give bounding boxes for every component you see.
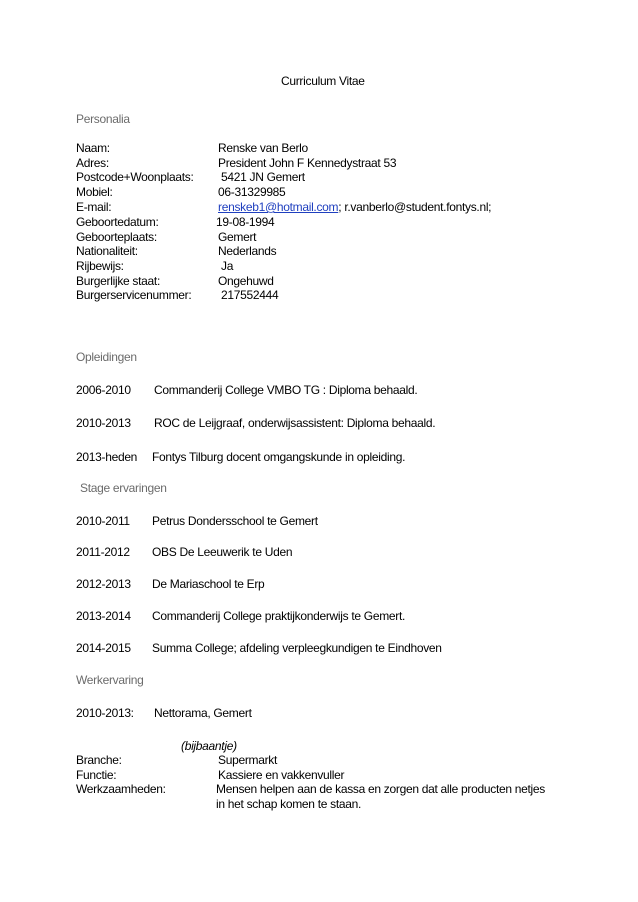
stage-period: 2014-2015 [76,641,131,655]
stage-description: Summa College; afdeling verpleegkundigen te Eindhoven [152,641,442,655]
value-postcode-woonplaats: 5421 JN Gemert [221,170,305,184]
werk-note: (bijbaantje) [181,739,237,753]
opleiding-description: Commanderij College VMBO TG : Diploma behaald. [154,383,418,397]
email-link[interactable]: renskeb1@hotmail.com [218,200,339,214]
label-functie: Functie: [76,768,117,782]
value-branche: Supermarkt [218,753,278,767]
section-heading-personalia: Personalia [76,112,130,126]
label-branche: Branche: [76,753,122,767]
opleiding-description: ROC de Leijgraaf, onderwijsassistent: Diploma behaald. [154,416,436,430]
value-naam: Renske van Berlo [218,141,308,155]
stage-period: 2011-2012 [76,545,130,559]
value-rijbewijs: Ja [221,259,234,273]
value-burgerlijke-staat: Ongehuwd [218,274,274,288]
label-burgerservicenummer: Burgerservicenummer: [76,288,192,302]
email-secondary: ; r.vanberlo@student.fontys.nl; [338,200,492,214]
value-werkzaamheden-line-2: in het schap komen te staan. [216,797,362,811]
label-adres: Adres: [76,156,109,170]
label-mobiel: Mobiel: [76,185,113,199]
label-postcode-woonplaats: Postcode+Woonplaats: [76,170,194,184]
opleiding-period: 2013-heden [76,450,138,464]
label-burgerlijke-staat: Burgerlijke staat: [76,274,160,288]
label-rijbewijs: Rijbewijs: [76,259,124,273]
opleiding-period: 2006-2010 [76,383,131,397]
stage-period: 2010-2011 [76,514,130,528]
stage-description: OBS De Leeuwerik te Uden [152,545,293,559]
value-werkzaamheden-line-1: Mensen helpen aan de kassa en zorgen dat alle producten netjes [216,782,545,796]
werk-period: 2010-2013: [76,706,134,720]
section-heading-stage-ervaringen: Stage ervaringen [80,481,167,495]
label-werkzaamheden: Werkzaamheden: [76,782,166,796]
value-email [218,200,491,214]
value-nationaliteit: Nederlands [218,244,277,258]
label-email: E-mail: [76,200,112,214]
stage-period: 2013-2014 [76,609,131,623]
werk-employer: Nettorama, Gemert [154,706,252,720]
value-functie: Kassiere en vakkenvuller [218,768,345,782]
value-mobiel: 06-31329985 [218,185,286,199]
stage-description: Commanderij College praktijkonderwijs te Gemert. [152,609,406,623]
stage-description: Petrus Dondersschool te Gemert [152,514,318,528]
section-heading-opleidingen: Opleidingen [76,350,137,364]
document-title: Curriculum Vitae [281,74,365,88]
opleiding-period: 2010-2013 [76,416,131,430]
value-adres: President John F Kennedystraat 53 [218,156,397,170]
label-nationaliteit: Nationaliteit: [76,244,138,258]
value-burgerservicenummer: 217552444 [221,288,279,302]
stage-description: De Mariaschool te Erp [152,577,265,591]
section-heading-werkervaring: Werkervaring [76,673,144,687]
stage-period: 2012-2013 [76,577,131,591]
value-geboortedatum: 19-08-1994 [216,215,275,229]
label-naam: Naam: [76,141,110,155]
opleiding-description: Fontys Tilburg docent omgangskunde in opleiding. [152,450,406,464]
label-geboorteplaats: Geboorteplaats: [76,230,157,244]
value-geboorteplaats: Gemert [218,230,257,244]
label-geboortedatum: Geboortedatum: [76,215,159,229]
